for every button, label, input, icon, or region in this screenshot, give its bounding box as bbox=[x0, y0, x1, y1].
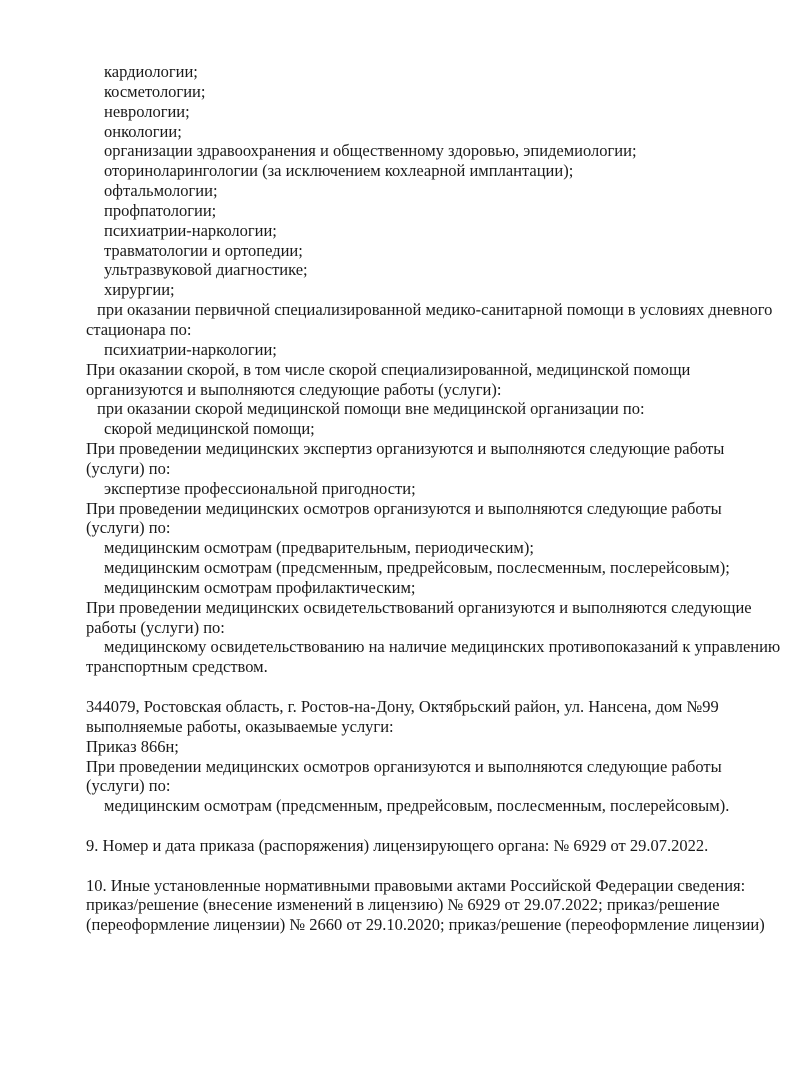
document-line: при оказании скорой медицинской помощи вне медицинской организации по: bbox=[97, 399, 645, 419]
document-line bbox=[86, 856, 794, 876]
document-line: офтальмологии; bbox=[104, 181, 218, 201]
document-line: (услуги) по: bbox=[86, 518, 171, 538]
document-line: оториноларингологии (за исключением кохлеарной имплантации); bbox=[104, 161, 574, 181]
document-line bbox=[86, 677, 794, 697]
document-line: при оказании первичной специализированной медико-санитарной помощи в условиях дневного bbox=[97, 300, 773, 320]
document-line: травматологии и ортопедии; bbox=[104, 240, 303, 260]
document-line: При оказании скорой, в том числе скорой специализированной, медицинской помощи bbox=[86, 359, 691, 379]
document-line: стационара по: bbox=[86, 319, 192, 339]
document-line: психиатрии-наркологии; bbox=[104, 220, 277, 240]
document-line: При проведении медицинских осмотров организуются и выполняются следующие работы bbox=[86, 756, 722, 776]
document-line: 9. Номер и дата приказа (распоряжения) лицензирующего органа: № 6929 от 29.07.2022. bbox=[86, 835, 709, 855]
document-line: При проведении медицинских осмотров организуются и выполняются следующие работы bbox=[86, 498, 722, 518]
document-line: косметологии; bbox=[104, 81, 206, 101]
document-line: (услуги) по: bbox=[86, 458, 171, 478]
document-line bbox=[86, 816, 794, 836]
document-line: (переоформление лицензии) № 2660 от 29.10.2020; приказ/решение (переоформление лицензии) bbox=[86, 915, 765, 935]
document-line: кардиологии; bbox=[104, 62, 198, 81]
document-line: медицинскому освидетельствованию на наличие медицинских противопоказаний к управлению bbox=[104, 637, 781, 657]
document-line: скорой медицинской помощи; bbox=[104, 419, 315, 439]
document-line: медицинским осмотрам (предварительным, периодическим); bbox=[104, 538, 534, 558]
document-line: Приказ 866н; bbox=[86, 736, 179, 756]
document-line: выполняемые работы, оказываемые услуги: bbox=[86, 716, 394, 736]
document-line: При проведении медицинских освидетельствований организуются и выполняются следующие bbox=[86, 597, 752, 617]
document-line: 10. Иные установленные нормативными правовыми актами Российской Федерации сведения: bbox=[86, 875, 746, 895]
document-line: психиатрии-наркологии; bbox=[104, 339, 277, 359]
document-line: ультразвуковой диагностике; bbox=[104, 260, 308, 280]
document-line: медицинским осмотрам профилактическим; bbox=[104, 577, 416, 597]
document-line: экспертизе профессиональной пригодности; bbox=[104, 478, 416, 498]
document-line: При проведении медицинских экспертиз организуются и выполняются следующие работы bbox=[86, 439, 725, 459]
document-line: медицинским осмотрам (предсменным, предрейсовым, послесменным, послерейсовым); bbox=[104, 558, 730, 578]
document-line: медицинским осмотрам (предсменным, предрейсовым, послесменным, послерейсовым). bbox=[104, 796, 730, 816]
document-line: организуются и выполняются следующие работы (услуги): bbox=[86, 379, 502, 399]
document-line: приказ/решение (внесение изменений в лицензию) № 6929 от 29.07.2022; приказ/решение bbox=[86, 895, 720, 915]
document-line: организации здравоохранения и общественному здоровью, эпидемиологии; bbox=[104, 141, 637, 161]
document-line: (услуги) по: bbox=[86, 776, 171, 796]
document-line: 344079, Ростовская область, г. Ростов-на-Дону, Октябрьский район, ул. Нансена, дом №99 bbox=[86, 697, 719, 716]
document-line: профпатологии; bbox=[104, 200, 217, 220]
document-line: хирургии; bbox=[104, 280, 175, 300]
document-line: работы (услуги) по: bbox=[86, 617, 225, 637]
document-line: транспортным средством. bbox=[86, 657, 268, 677]
document-line: неврологии; bbox=[104, 101, 190, 121]
document-line: онкологии; bbox=[104, 121, 182, 141]
